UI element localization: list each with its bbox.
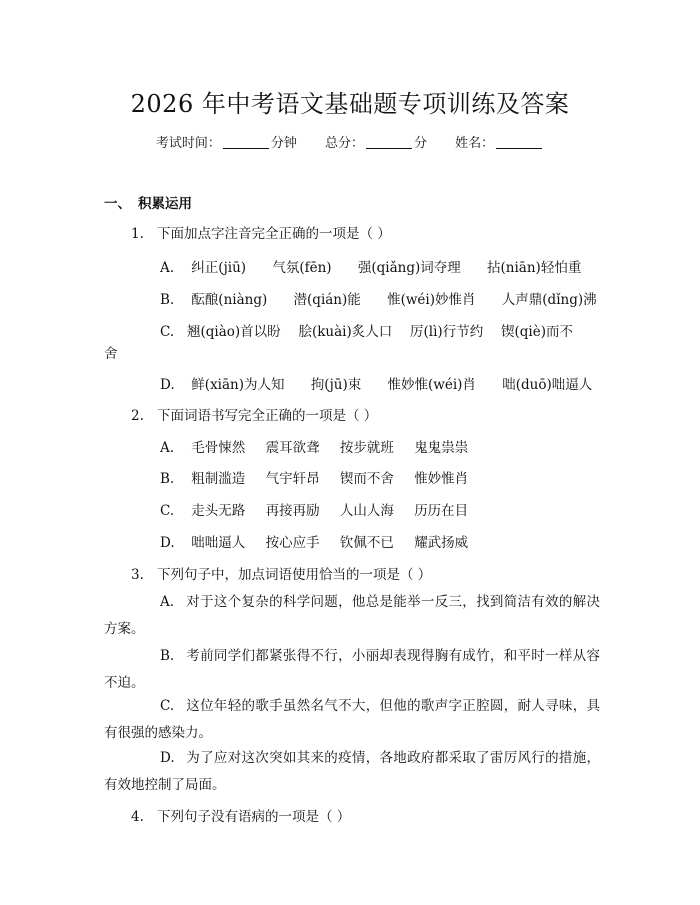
score-unit: 分 — [414, 136, 428, 151]
option-item: 惟妙惟肖 — [414, 471, 469, 487]
option-item: 咄(duō)咄逼人 — [502, 377, 593, 393]
option-label: C. — [160, 324, 175, 340]
q3-option-a[interactable] — [104, 589, 600, 643]
option-item: 潜(qián)能 — [293, 292, 361, 308]
question-3 — [131, 563, 431, 583]
option-item: 拈(niān)轻怕重 — [487, 260, 582, 276]
exam-info — [0, 132, 700, 151]
option-item: 走头无路 — [191, 503, 246, 519]
option-label: C. — [160, 503, 175, 519]
option-text: 考前同学们都紧张得不行，小丽却表现得胸有成竹，和平时一样从容不迫。 — [104, 648, 600, 691]
question-number: 2. — [131, 408, 144, 424]
option-item: 毛骨悚然 — [191, 440, 246, 456]
q2-option-a[interactable] — [160, 436, 484, 456]
question-number: 4. — [131, 809, 144, 825]
option-item: 鲜(xiān)为人知 — [191, 377, 285, 393]
option-item: 咄咄逼人 — [191, 535, 246, 551]
question-stem: 下面加点字注音完全正确的一项是（ ） — [157, 226, 391, 242]
q2-option-b[interactable] — [160, 467, 484, 487]
option-label: C. — [160, 698, 175, 714]
option-label: A. — [160, 594, 175, 610]
question-stem: 下列句子没有语病的一项是（ ） — [157, 809, 351, 825]
score-blank[interactable] — [366, 136, 412, 149]
option-item: 再接再励 — [265, 503, 320, 519]
option-item: 拘(jū)束 — [310, 377, 362, 393]
question-number: 1. — [131, 226, 144, 242]
q3-option-d[interactable] — [104, 745, 600, 799]
option-text: 对于这个复杂的科学问题，他总是能举一反三，找到简洁有效的解决方案。 — [104, 594, 600, 637]
q2-option-d[interactable] — [160, 531, 484, 551]
option-text: 为了应对这次突如其来的疫情，各地政府都采取了雷厉风行的措施，有效地控制了局面。 — [104, 750, 600, 793]
question-4 — [131, 805, 350, 825]
option-item: 酝酿(niàng) — [191, 292, 268, 308]
time-unit: 分钟 — [270, 136, 297, 151]
option-label: D. — [160, 750, 175, 766]
section-heading — [104, 192, 192, 212]
question-2 — [131, 404, 377, 424]
option-item: 历历在目 — [414, 503, 469, 519]
q1-option-d[interactable] — [160, 373, 614, 393]
option-label: B. — [160, 471, 175, 487]
time-blank[interactable] — [223, 136, 269, 149]
option-text: 翘(qiào)首以盼 脍(kuài)炙人口 厉(lì)行节约 锲(qiè)而不 — [187, 324, 573, 340]
option-label: D. — [160, 535, 175, 551]
name-field — [455, 132, 544, 151]
option-label: A. — [160, 440, 175, 456]
q2-option-c[interactable] — [160, 499, 484, 519]
time-field — [156, 132, 297, 151]
option-item: 钦佩不已 — [339, 535, 394, 551]
score-field — [325, 132, 427, 151]
option-item: 人山人海 — [339, 503, 394, 519]
option-item: 惟妙惟(wéi)肖 — [387, 377, 476, 393]
option-item: 气宇轩昂 — [265, 471, 320, 487]
time-label: 考试时间： — [155, 136, 221, 151]
page-title: 2026 年中考语文基础题专项训练及答案 — [130, 90, 570, 118]
q3-option-c[interactable] — [104, 693, 600, 747]
option-item: 锲而不舍 — [339, 471, 394, 487]
question-1 — [131, 222, 391, 242]
option-item: 鬼鬼祟祟 — [414, 440, 469, 456]
name-label: 姓名： — [455, 136, 495, 151]
option-label: D. — [160, 377, 175, 393]
question-number: 3. — [131, 567, 144, 583]
q1-option-c[interactable] — [160, 320, 573, 340]
q3-option-b[interactable] — [104, 643, 600, 697]
score-label: 总分： — [324, 136, 364, 151]
option-item: 按步就班 — [339, 440, 394, 456]
option-item: 强(qiǎng)词夺理 — [357, 260, 461, 276]
section-number: 一、 — [104, 196, 131, 212]
option-label: B. — [160, 648, 175, 664]
option-item: 惟(wéi)妙惟肖 — [387, 292, 476, 308]
option-label: B. — [160, 292, 175, 308]
question-stem: 下列句子中，加点词语使用恰当的一项是（ ） — [157, 567, 432, 583]
option-item: 气氛(fēn) — [272, 260, 332, 276]
option-text: 这位年轻的歌手虽然名气不大，但他的歌声字正腔圆，耐人寻味，具有很强的感染力。 — [104, 698, 600, 741]
option-item: 粗制滥造 — [191, 471, 246, 487]
q1-option-c-wrap: 舍 — [104, 346, 118, 362]
question-stem: 下面词语书写完全正确的一项是（ ） — [157, 408, 378, 424]
option-item: 按心应手 — [265, 535, 320, 551]
option-item: 耀武扬威 — [414, 535, 469, 551]
q1-option-a[interactable] — [160, 256, 603, 276]
section-title: 积累运用 — [138, 196, 192, 212]
option-item: 人声鼎(dǐng)沸 — [501, 292, 597, 308]
option-item: 震耳欲聋 — [265, 440, 320, 456]
option-item: 纠正(jiū) — [191, 260, 247, 276]
q1-option-b[interactable] — [160, 288, 619, 308]
option-label: A. — [160, 260, 175, 276]
name-blank[interactable] — [496, 136, 542, 149]
